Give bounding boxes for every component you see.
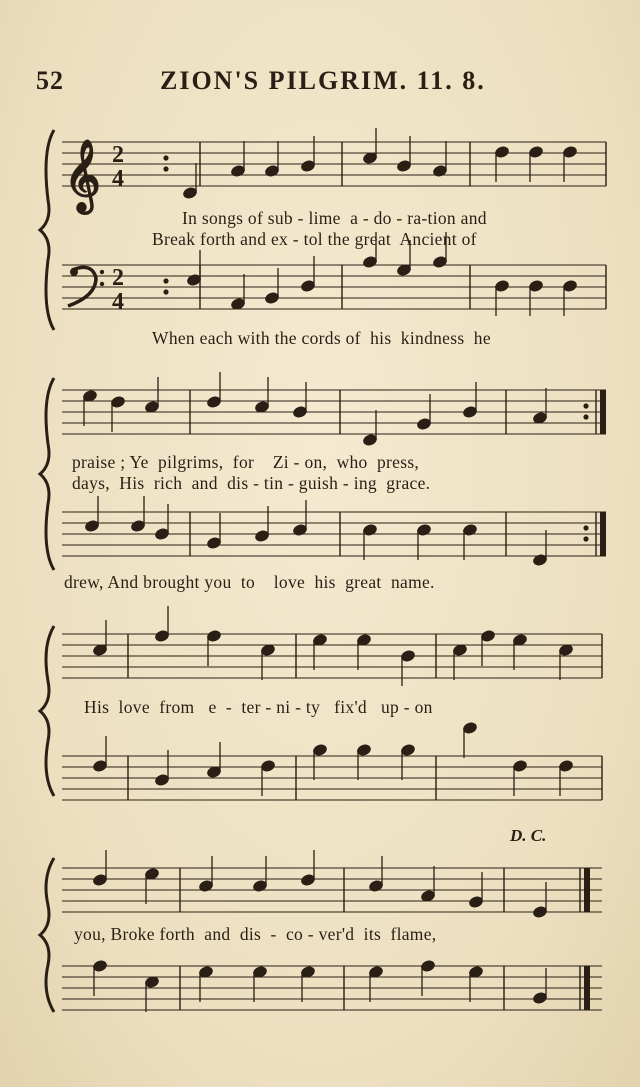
bass-clef-dot [70, 268, 78, 276]
time-sig-denominator: 4 [112, 289, 124, 315]
system-brace [40, 378, 54, 570]
system-brace [40, 626, 54, 796]
repeat-dot [163, 166, 168, 171]
lyric-line: When each with the cords of his kindness he [152, 328, 491, 348]
repeat-dot [583, 536, 588, 541]
repeat-dot [583, 414, 588, 419]
treble-clef: 𝄞 [64, 142, 101, 210]
lyric-line: you, Broke forth and dis - co - ver'd its flame, [74, 924, 437, 944]
bass-clef-dot [100, 270, 104, 274]
bass-clef-dot [100, 282, 104, 286]
final-barline [584, 966, 590, 1010]
da-capo-mark: D. C. [510, 826, 547, 845]
repeat-dot [583, 525, 588, 530]
repeat-dot [163, 155, 168, 160]
system-brace [40, 130, 54, 330]
lyric-line: days, His rich and dis - tin - guish - ing grace. [72, 473, 431, 493]
final-barline [600, 390, 606, 434]
time-sig-denominator: 4 [112, 166, 124, 192]
repeat-dot [583, 403, 588, 408]
repeat-dot [163, 278, 168, 283]
time-sig-numerator: 2 [112, 142, 124, 168]
page-number: 52 [36, 66, 64, 95]
final-barline [584, 868, 590, 912]
repeat-dot [163, 289, 168, 294]
lyric-line: Break forth and ex - tol the great Ancient of [152, 229, 477, 249]
lyric-line: In songs of sub - lime a - do - ra-tion and [182, 208, 487, 228]
lyric-line: praise ; Ye pilgrims, for Zi - on, who press, [72, 452, 420, 472]
final-barline [600, 512, 606, 556]
system-brace [40, 858, 54, 1012]
page-title: ZION'S PILGRIM. 11. 8. [160, 66, 486, 95]
time-sig-numerator: 2 [112, 265, 124, 291]
lyric-line: His love from e - ter - ni - ty fix'd up - on [84, 697, 433, 717]
lyric-line: drew, And brought you to love his great name. [64, 572, 435, 592]
